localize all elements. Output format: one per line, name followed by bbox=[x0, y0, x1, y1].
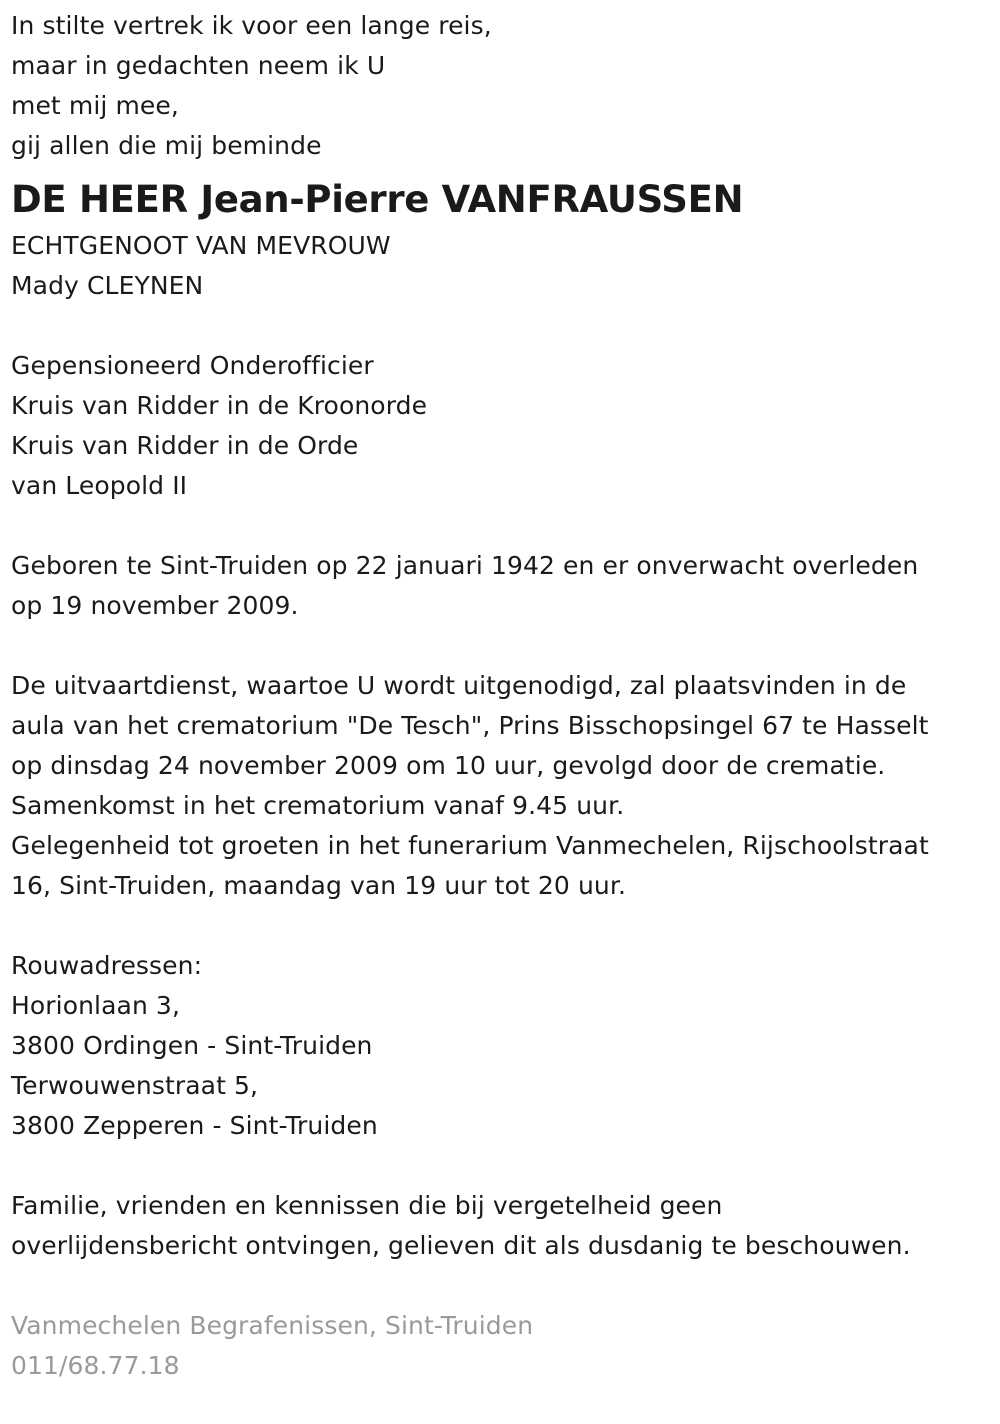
addresses-heading: Rouwadressen: bbox=[11, 951, 203, 980]
service-line: op dinsdag 24 november 2009 om 10 uur, gevolgd door de crematie. bbox=[11, 751, 886, 780]
poem-line: In stilte vertrek ik voor een lange reis, bbox=[11, 11, 492, 40]
deceased-name: DE HEER Jean-Pierre VANFRAUSSEN bbox=[11, 178, 744, 221]
service-line: 16, Sint-Truiden, maandag van 19 uur tot 20 uur. bbox=[11, 871, 626, 900]
address-line: Horionlaan 3, bbox=[11, 991, 180, 1020]
spacer bbox=[11, 506, 993, 546]
relation-line: Mady CLEYNEN bbox=[11, 271, 204, 300]
title-line: van Leopold II bbox=[11, 471, 188, 500]
birth-death bbox=[11, 546, 993, 626]
funeral-home-name: Vanmechelen Begrafenissen, Sint-Truiden bbox=[11, 1311, 534, 1340]
spacer bbox=[11, 1266, 993, 1306]
service-details bbox=[11, 666, 993, 906]
spacer bbox=[11, 306, 993, 346]
funeral-home-footer bbox=[11, 1306, 993, 1386]
titles bbox=[11, 346, 993, 506]
spacer bbox=[11, 906, 993, 946]
poem-line: met mij mee, bbox=[11, 91, 179, 120]
closing-line: Familie, vrienden en kennissen die bij vergetelheid geen bbox=[11, 1191, 723, 1220]
title-line: Kruis van Ridder in de Orde bbox=[11, 431, 359, 460]
funeral-home-phone: 011/68.77.18 bbox=[11, 1351, 180, 1380]
address-line: 3800 Zepperen - Sint-Truiden bbox=[11, 1111, 378, 1140]
closing-note bbox=[11, 1186, 993, 1266]
obituary-notice bbox=[11, 6, 993, 1386]
birth-death-line: Geboren te Sint-Truiden op 22 januari 1942 en er onverwacht overleden bbox=[11, 551, 919, 580]
service-line: aula van het crematorium "De Tesch", Prins Bisschopsingel 67 te Hasselt bbox=[11, 711, 929, 740]
service-line: Gelegenheid tot groeten in het funerarium Vanmechelen, Rijschoolstraat bbox=[11, 831, 929, 860]
poem bbox=[11, 6, 993, 166]
spacer bbox=[11, 626, 993, 666]
relation-line: ECHTGENOOT VAN MEVROUW bbox=[11, 231, 391, 260]
service-line: De uitvaartdienst, waartoe U wordt uitgenodigd, zal plaatsvinden in de bbox=[11, 671, 907, 700]
title-line: Gepensioneerd Onderofficier bbox=[11, 351, 374, 380]
mourning-addresses bbox=[11, 946, 993, 1146]
closing-line: overlijdensbericht ontvingen, gelieven dit als dusdanig te beschouwen. bbox=[11, 1231, 911, 1260]
birth-death-line: op 19 november 2009. bbox=[11, 591, 299, 620]
poem-line: gij allen die mij beminde bbox=[11, 131, 322, 160]
spacer bbox=[11, 1146, 993, 1186]
address-line: 3800 Ordingen - Sint-Truiden bbox=[11, 1031, 373, 1060]
address-line: Terwouwenstraat 5, bbox=[11, 1071, 259, 1100]
relation bbox=[11, 226, 993, 306]
title-line: Kruis van Ridder in de Kroonorde bbox=[11, 391, 428, 420]
service-line: Samenkomst in het crematorium vanaf 9.45 uur. bbox=[11, 791, 625, 820]
poem-line: maar in gedachten neem ik U bbox=[11, 51, 386, 80]
